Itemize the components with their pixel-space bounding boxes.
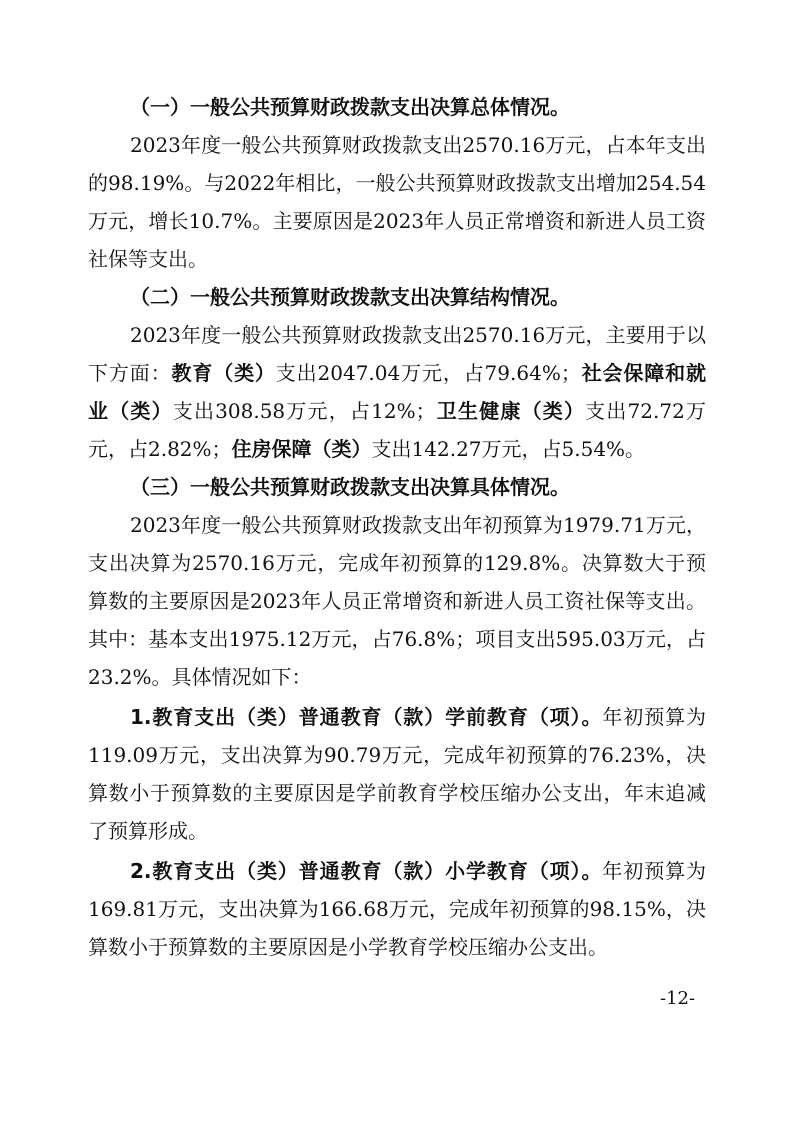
section-1-heading: （一）一般公共预算财政拨款支出决算总体情况。 [130, 95, 570, 119]
detail-item-title: 2.教育支出（类）普通教育（款）小学教育（项）。 [130, 859, 603, 883]
category-text-education: 支出2047.04万元，占79.64%； [275, 361, 581, 385]
category-label-housing: 住房保障（类） [231, 437, 372, 461]
detail-item-primary [88, 852, 706, 966]
detail-item-title: 1.教育支出（类）普通教育（款）学前教育（项）。 [130, 705, 603, 729]
section-3-body: 2023年度一般公共预算财政拨款支出年初预算为1979.71万元，支出决算为2570.16万元，完成年初预算的129.8%。决算数大于预算数的主要原因是2023年人员正常增资和新进人员工资社保等支出。其中：基本支出1975.12万元，占76.8%；项目支出595.03万元，占23.2%。具体情况如下： [88, 513, 706, 689]
section-2-body [88, 316, 706, 468]
section-1-body: 2023年度一般公共预算财政拨款支出2570.16万元，占本年支出的98.19%。与2022年相比，一般公共预算财政拨款支出增加254.54万元，增长10.7%。主要原因是2023年人员正常增资和新进人员工资社保等支出。 [88, 133, 706, 271]
page-number: -12- [660, 988, 696, 1009]
section-3-heading: （三）一般公共预算财政拨款支出决算具体情况。 [130, 475, 570, 499]
detail-item-text: 年初预算为119.09万元，支出决算为90.79万元，完成年初预算的76.23%，决算数小于预算数的主要原因是学前教育学校压缩办公支出，年末追减了预算形成。 [88, 705, 707, 843]
category-text-housing: 支出142.27万元，占5.54%。 [371, 437, 646, 461]
document-page [88, 88, 706, 966]
category-text-health: 支出72.72万元，占2.82%； [88, 399, 706, 461]
category-label-health: 卫生健康（类） [435, 399, 586, 423]
detail-item-preschool [88, 698, 706, 850]
section-2-heading: （二）一般公共预算财政拨款支出决算结构情况。 [130, 285, 570, 309]
category-label-social-security: 社会保障和就业（类） [88, 361, 707, 423]
section-2-intro: 2023年度一般公共预算财政拨款支出2570.16万元，主要用于以下方面： [88, 323, 706, 385]
detail-item-text: 年初预算为169.81万元，支出决算为166.68万元，完成年初预算的98.15%，决算数小于预算数的主要原因是小学教育学校压缩办公支出。 [88, 859, 707, 959]
category-label-education: 教育（类） [171, 361, 276, 385]
category-text-social-security: 支出308.58万元，占12%； [172, 399, 436, 423]
